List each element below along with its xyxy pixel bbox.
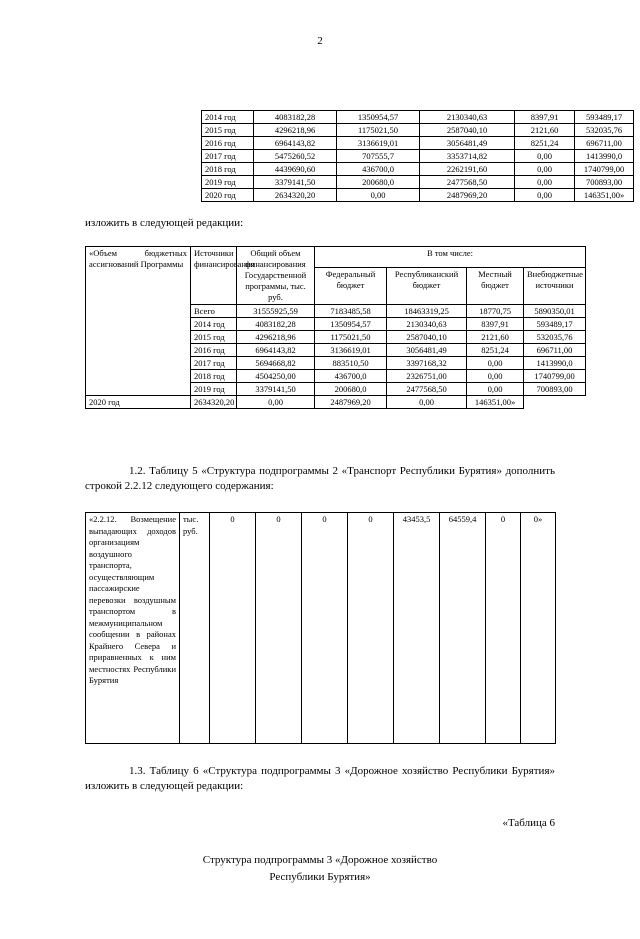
cell-federal: 883510,50 (315, 357, 387, 370)
table-continuation-wrapper (201, 110, 634, 202)
cell-federal: 1350954,57 (315, 318, 387, 331)
cell-republican: 2477568,50 (420, 176, 515, 189)
cell-total: 5694668,82 (237, 357, 315, 370)
cell-extra: 700893,00 (524, 383, 586, 396)
cell-federal: 3136619,01 (315, 344, 387, 357)
cell-total: 6964143,82 (254, 137, 337, 150)
cell-value-4: 43453,5 (394, 513, 440, 744)
cell-source: 2019 год (191, 383, 237, 396)
cell-republican: 2587040,10 (387, 331, 467, 344)
cell-federal: 200680,0 (337, 176, 420, 189)
table-row (202, 176, 634, 189)
cell-total: 31555925,59 (237, 305, 315, 318)
cell-extra: 532035,76 (524, 331, 586, 344)
table-subprogram2-row-wrapper (85, 512, 556, 744)
cell-republican: 3353714,82 (420, 150, 515, 163)
cell-value-0: 0 (210, 513, 256, 744)
cell-header-republican: Республиканский бюджет (387, 267, 467, 304)
document-page (0, 34, 640, 939)
cell-source: 2016 год (191, 344, 237, 357)
cell-republican: 2262191,60 (420, 163, 515, 176)
cell-federal: 436700,0 (315, 370, 387, 383)
cell-local: 2121,60 (467, 331, 524, 344)
table6-title-line2: Республики Бурятия» (269, 871, 371, 883)
table6-label: «Таблица 6 (502, 817, 555, 829)
cell-source: 2015 год (191, 331, 237, 344)
table-row (202, 111, 634, 124)
cell-total: 4296218,96 (254, 124, 337, 137)
cell-source: 2014 год (191, 318, 237, 331)
cell-local: 8397,91 (467, 318, 524, 331)
cell-republican: 3056481,49 (387, 344, 467, 357)
cell-republican: 2587040,10 (420, 124, 515, 137)
cell-local: 0,00 (515, 176, 575, 189)
cell-republican: 2487969,20 (420, 189, 515, 202)
cell-value-3: 0 (348, 513, 394, 744)
cell-local: 2121,60 (515, 124, 575, 137)
table-budget-new-wrapper (85, 246, 586, 409)
cell-federal: 7183485,58 (315, 305, 387, 318)
cell-header-extra: Внебюджетные источники (524, 267, 586, 304)
cell-federal: 0,00 (237, 396, 315, 409)
page-number: 2 (317, 35, 323, 47)
cell-local: 0,00 (467, 370, 524, 383)
cell-total: 2634320,20 (254, 189, 337, 202)
cell-extra: 532035,76 (575, 124, 634, 137)
cell-extra: 146351,00» (575, 189, 634, 202)
cell-unit: тыс. руб. (180, 513, 210, 744)
cell-extra: 696711,00 (524, 344, 586, 357)
cell-republican: 2326751,00 (387, 370, 467, 383)
cell-year: 2017 год (202, 150, 254, 163)
cell-local: 0,00 (387, 396, 467, 409)
cell-value-2: 0 (302, 513, 348, 744)
cell-header-local: Местный бюджет (467, 267, 524, 304)
cell-republican: 2130340,63 (420, 111, 515, 124)
cell-total: 6964143,82 (237, 344, 315, 357)
cell-total: 2634320,20 (191, 396, 237, 409)
cell-federal: 200680,0 (315, 383, 387, 396)
cell-source: 2017 год (191, 357, 237, 370)
cell-federal: 3136619,01 (337, 137, 420, 150)
cell-extra: 593489,17 (524, 318, 586, 331)
cell-total: 4083182,28 (237, 318, 315, 331)
cell-federal: 1175021,50 (315, 331, 387, 344)
cell-year: 2018 год (202, 163, 254, 176)
cell-local: 0,00 (515, 163, 575, 176)
cell-federal: 707555,7 (337, 150, 420, 163)
cell-local: 0,00 (467, 357, 524, 370)
table-row (202, 124, 634, 137)
cell-local: 18770,75 (467, 305, 524, 318)
cell-republican: 3056481,49 (420, 137, 515, 150)
cell-year: 2014 год (202, 111, 254, 124)
table-budget-continuation (201, 110, 634, 202)
cell-value-7: 0» (521, 513, 556, 744)
cell-extra: 1740799,00 (524, 370, 586, 383)
cell-total: 4504250,00 (237, 370, 315, 383)
cell-header-source: Источники финансирования (191, 247, 237, 305)
table-row (86, 513, 556, 744)
cell-header-total: Общий объем финансирования Государственной программы, тыс. руб. (237, 247, 315, 305)
cell-extra: 593489,17 (575, 111, 634, 124)
cell-extra: 5890350,01 (524, 305, 586, 318)
cell-value-5: 64559,4 (440, 513, 486, 744)
cell-republican: 2487969,20 (315, 396, 387, 409)
table-row (86, 396, 586, 409)
table-row (202, 189, 634, 202)
cell-local: 0,00 (467, 383, 524, 396)
cell-republican: 3397168,32 (387, 357, 467, 370)
cell-year: 2020 год (202, 189, 254, 202)
table6-title (85, 852, 555, 886)
table-header-row (86, 247, 586, 268)
cell-total: 3379141,50 (237, 383, 315, 396)
cell-measure-description: «2.2.12. Возмещение выпадающих доходов организациям воздушного транспорта, осуществляющим пассажирские перевозки воздушным транспортом в межмуниципальном сообщении в районах Крайнего Севера и приравненных к ним местностях Республики Бурятия (86, 513, 180, 744)
cell-source: 2020 год (86, 396, 191, 409)
cell-extra: 696711,00 (575, 137, 634, 150)
cell-year: 2016 год (202, 137, 254, 150)
paragraph-item-1-2: 1.2. Таблицу 5 «Структура подпрограммы 2 «Транспорт Республики Бурятия» дополнить строкой 2.2.12 следующего содержания: (85, 465, 555, 492)
cell-federal: 1175021,50 (337, 124, 420, 137)
cell-param-title: «Объем бюджетных ассигнований Программы (86, 247, 191, 396)
cell-extra: 1740799,00 (575, 163, 634, 176)
paragraph-item-1-3: 1.3. Таблицу 6 «Структура подпрограммы 3 «Дорожное хозяйство Республики Бурятия» изложить в следующей редакции: (85, 765, 555, 792)
cell-total: 5475260,52 (254, 150, 337, 163)
cell-local: 0,00 (515, 189, 575, 202)
table-row (202, 150, 634, 163)
cell-republican: 2477568,50 (387, 383, 467, 396)
cell-source: Всего (191, 305, 237, 318)
cell-source: 2018 год (191, 370, 237, 383)
table6-title-line1: Структура подпрограммы 3 «Дорожное хозяйство (202, 854, 438, 866)
table-subprogram2-new-row (85, 512, 556, 744)
cell-local: 8251,24 (515, 137, 575, 150)
cell-extra: 1413990,0 (575, 150, 634, 163)
cell-total: 4439690,60 (254, 163, 337, 176)
cell-year: 2019 год (202, 176, 254, 189)
cell-federal: 436700,0 (337, 163, 420, 176)
table-budget-new (85, 246, 586, 409)
cell-value-6: 0 (486, 513, 521, 744)
cell-header-including: В том числе: (315, 247, 586, 268)
cell-extra: 146351,00» (467, 396, 524, 409)
cell-republican: 2130340,63 (387, 318, 467, 331)
cell-local: 8251,24 (467, 344, 524, 357)
paragraph-izlozhit: изложить в следующей редакции: (85, 217, 244, 229)
cell-local: 0,00 (515, 150, 575, 163)
cell-republican: 18463319,25 (387, 305, 467, 318)
cell-extra: 700893,00 (575, 176, 634, 189)
cell-federal: 1350954,57 (337, 111, 420, 124)
cell-total: 3379141,50 (254, 176, 337, 189)
table-row (202, 137, 634, 150)
cell-total: 4083182,28 (254, 111, 337, 124)
cell-header-federal: Федеральный бюджет (315, 267, 387, 304)
cell-year: 2015 год (202, 124, 254, 137)
table-row (202, 163, 634, 176)
cell-local: 8397,91 (515, 111, 575, 124)
cell-total: 4296218,96 (237, 331, 315, 344)
cell-extra: 1413990,0 (524, 357, 586, 370)
cell-value-1: 0 (256, 513, 302, 744)
cell-federal: 0,00 (337, 189, 420, 202)
